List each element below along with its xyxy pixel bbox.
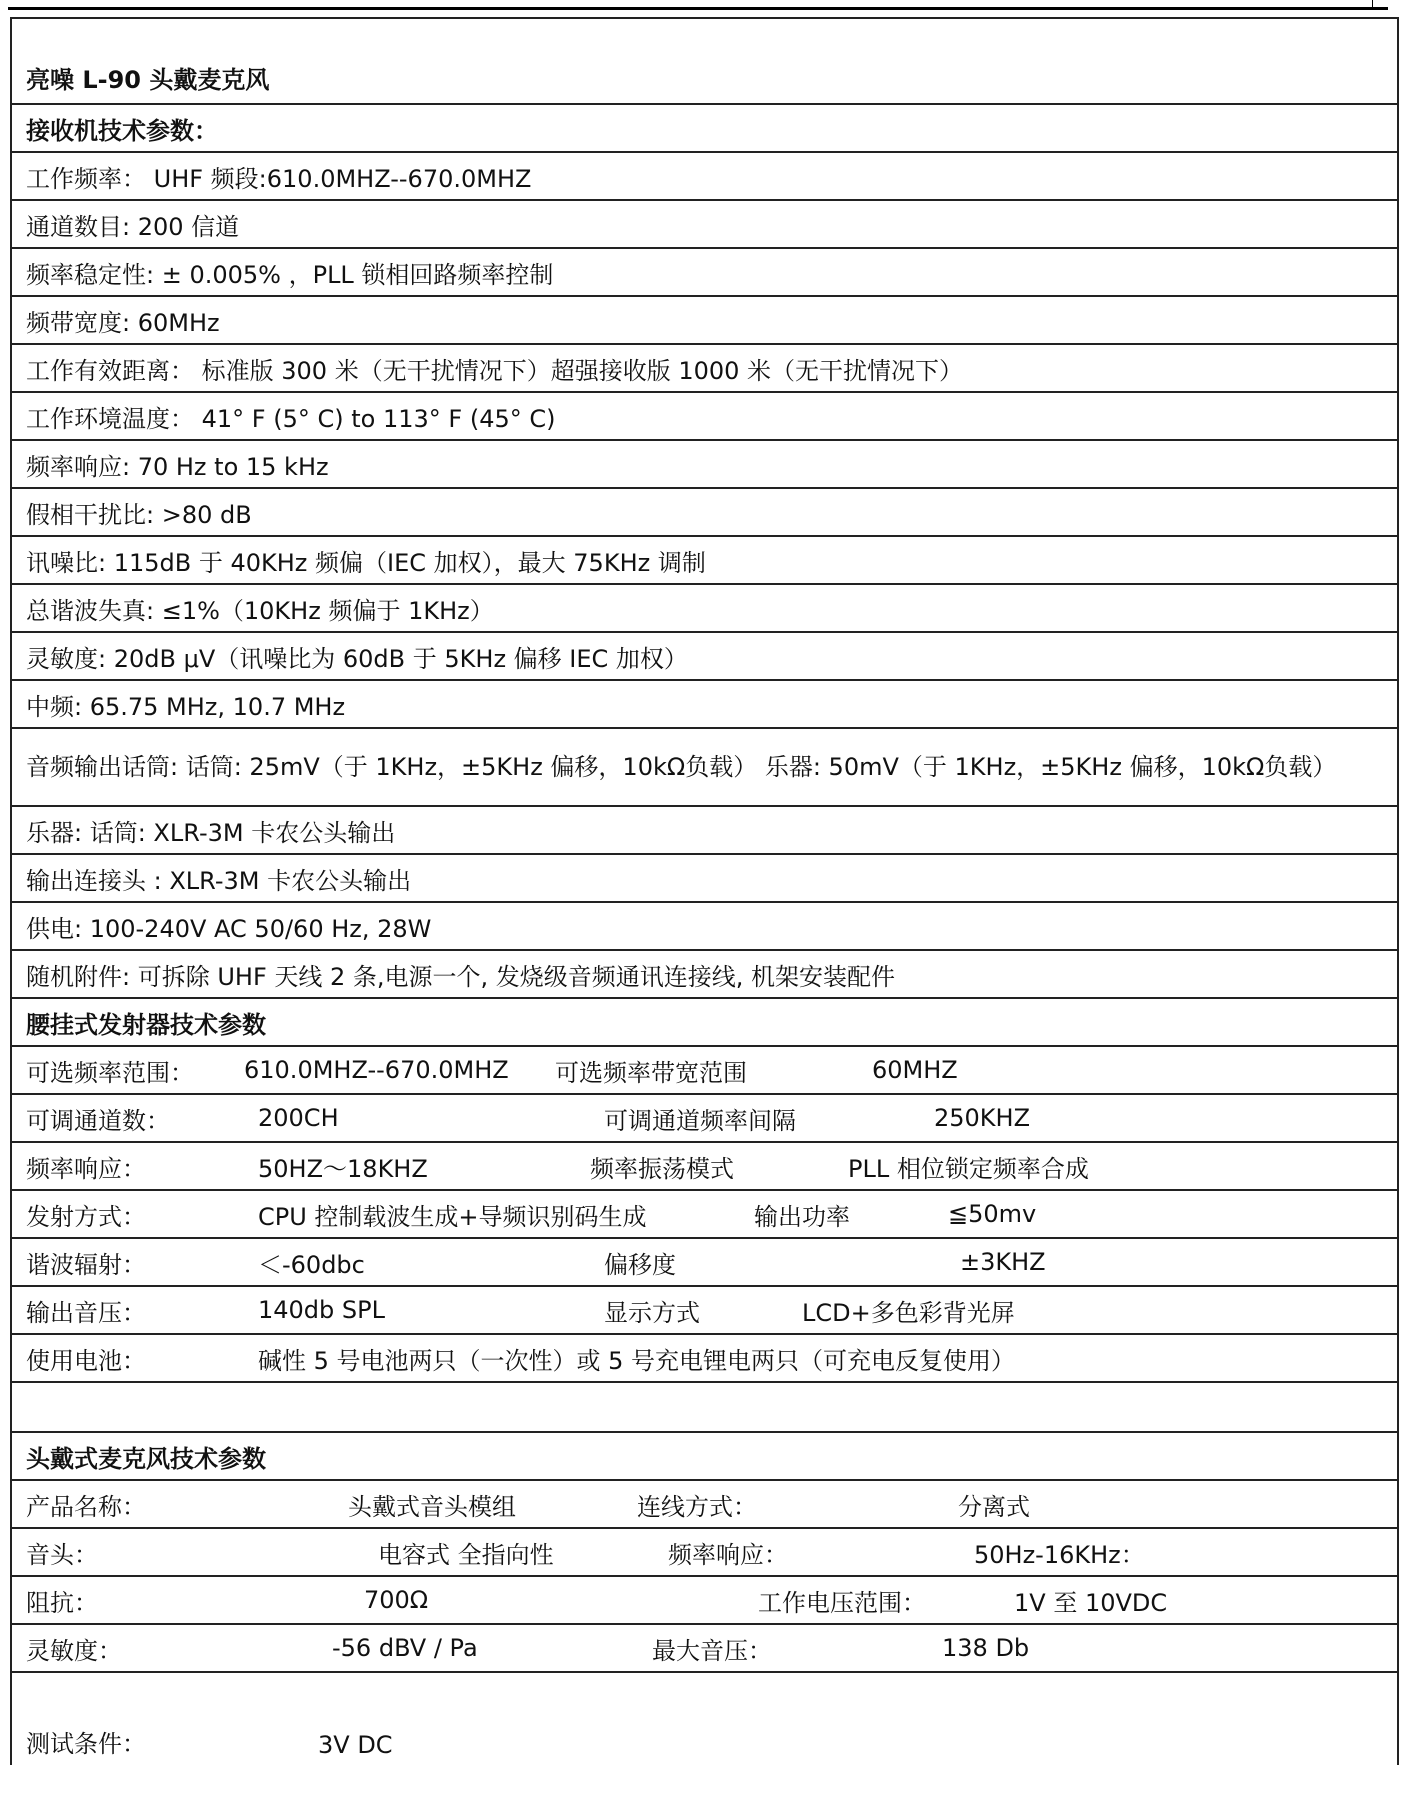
spec-value: 140db SPL bbox=[258, 1296, 385, 1324]
receiver-row: 乐器: 话筒: XLR-3M 卡农公头输出 bbox=[12, 807, 1397, 855]
headset-row bbox=[12, 1577, 1397, 1625]
receiver-heading: 接收机技术参数： bbox=[12, 105, 1397, 153]
spec-value: 610.0MHZ--670.0MHZ bbox=[244, 1056, 509, 1084]
spec-label: 可选频率范围： bbox=[26, 1058, 194, 1087]
spec-value: 250KHZ bbox=[934, 1104, 1031, 1132]
transmitter-row bbox=[12, 1287, 1397, 1335]
spec-label: 工作电压范围： bbox=[758, 1588, 926, 1617]
receiver-row: 随机附件: 可拆除 UHF 天线 2 条,电源一个, 发烧级音频通讯连接线, 机架安装配件 bbox=[12, 951, 1397, 999]
spec-label: 音头： bbox=[26, 1540, 98, 1569]
spec-value: ＜-60dbc bbox=[258, 1250, 365, 1279]
spec-label: 谐波辐射： bbox=[26, 1250, 146, 1279]
spec-label: 产品名称： bbox=[26, 1492, 146, 1521]
receiver-row: 假相干扰比: >80 dB bbox=[12, 489, 1397, 537]
spec-label: 频率振荡模式 bbox=[590, 1154, 734, 1183]
spec-label: 灵敏度： bbox=[26, 1636, 122, 1665]
spec-value: ≦50mv bbox=[948, 1200, 1037, 1228]
transmitter-row bbox=[12, 1239, 1397, 1287]
receiver-row: 灵敏度: 20dB μV（讯噪比为 60dB 于 5KHz 偏移 IEC 加权） bbox=[12, 633, 1397, 681]
blank-row bbox=[12, 1383, 1397, 1433]
spec-label: 频率响应： bbox=[668, 1540, 788, 1569]
top-rule-tick bbox=[1372, 0, 1373, 9]
spec-value: 50Hz-16KHz： bbox=[974, 1540, 1145, 1569]
spec-value: 1V 至 10VDC bbox=[1014, 1588, 1168, 1617]
receiver-row: 工作环境温度： 41° F (5° C) to 113° F (45° C) bbox=[12, 393, 1397, 441]
headset-row bbox=[12, 1481, 1397, 1529]
spec-label: 可选频率带宽范围 bbox=[555, 1058, 747, 1087]
spec-label: 测试条件： bbox=[26, 1730, 146, 1758]
top-rule bbox=[8, 7, 1388, 10]
headset-heading: 头戴式麦克风技术参数 bbox=[12, 1433, 1397, 1481]
document-title: 亮噪 L-90 头戴麦克风 bbox=[12, 19, 1397, 105]
spec-label: 频率响应： bbox=[26, 1154, 146, 1183]
spec-label: 输出音压： bbox=[26, 1298, 146, 1327]
spec-label: 阻抗： bbox=[26, 1588, 98, 1617]
transmitter-row bbox=[12, 1095, 1397, 1143]
spec-label: 发射方式： bbox=[26, 1202, 146, 1231]
spec-value: 200CH bbox=[258, 1104, 339, 1132]
spec-value: 分离式 bbox=[958, 1492, 1030, 1521]
spec-value: 头戴式音头模组 bbox=[348, 1492, 516, 1521]
receiver-row: 频率响应: 70 Hz to 15 kHz bbox=[12, 441, 1397, 489]
receiver-row: 讯噪比: 115dB 于 40KHz 频偏（IEC 加权），最大 75KHz 调制 bbox=[12, 537, 1397, 585]
receiver-row: 输出连接头 : XLR-3M 卡农公头输出 bbox=[12, 855, 1397, 903]
spec-value: 700Ω bbox=[364, 1586, 429, 1614]
transmitter-row bbox=[12, 1191, 1397, 1239]
spec-label: 使用电池： bbox=[26, 1346, 146, 1375]
spec-value: CPU 控制载波生成+导频识别码生成 bbox=[258, 1202, 647, 1231]
receiver-row: 频率稳定性: ± 0.005% ，PLL 锁相回路频率控制 bbox=[12, 249, 1397, 297]
spec-value: 138 Db bbox=[942, 1634, 1030, 1662]
receiver-audio-output-row: 音频输出话筒: 话筒: 25mV（于 1KHz，±5KHz 偏移，10kΩ负载） 乐器: 50mV（于 1KHz，±5KHz 偏移，10kΩ负载） bbox=[12, 729, 1397, 807]
headset-row bbox=[12, 1625, 1397, 1673]
headset-row bbox=[12, 1529, 1397, 1577]
spec-label: 最大音压： bbox=[652, 1636, 772, 1665]
receiver-row: 供电: 100-240V AC 50/60 Hz, 28W bbox=[12, 903, 1397, 951]
receiver-row: 通道数目: 200 信道 bbox=[12, 201, 1397, 249]
receiver-row: 频带宽度: 60MHz bbox=[12, 297, 1397, 345]
spec-label: 输出功率 bbox=[754, 1202, 850, 1231]
spec-label: 连线方式： bbox=[637, 1492, 757, 1521]
spec-label: 显示方式 bbox=[604, 1298, 700, 1327]
receiver-row: 中频: 65.75 MHz, 10.7 MHz bbox=[12, 681, 1397, 729]
spec-sheet bbox=[10, 17, 1399, 1765]
spec-value: 电容式 全指向性 bbox=[378, 1540, 554, 1569]
spec-value: 碱性 5 号电池两只（一次性）或 5 号充电锂电两只（可充电反复使用） bbox=[258, 1346, 1016, 1375]
spec-value: 3V DC bbox=[318, 1731, 393, 1759]
receiver-row: 工作频率： UHF 频段:610.0MHZ--670.0MHZ bbox=[12, 153, 1397, 201]
test-condition-row bbox=[12, 1673, 1397, 1765]
transmitter-row bbox=[12, 1335, 1397, 1383]
transmitter-row bbox=[12, 1047, 1397, 1095]
spec-value: LCD+多色彩背光屏 bbox=[802, 1298, 1015, 1327]
spec-value: -56 dBV / Pa bbox=[332, 1634, 478, 1662]
transmitter-row bbox=[12, 1143, 1397, 1191]
spec-value: 50HZ～18KHZ bbox=[258, 1154, 428, 1183]
spec-value: 60MHZ bbox=[872, 1056, 958, 1084]
spec-value: PLL 相位锁定频率合成 bbox=[848, 1154, 1089, 1183]
receiver-row: 工作有效距离： 标准版 300 米（无干扰情况下）超强接收版 1000 米（无干扰情况下） bbox=[12, 345, 1397, 393]
spec-value: ±3KHZ bbox=[960, 1248, 1046, 1276]
spec-label: 偏移度 bbox=[604, 1250, 676, 1279]
spec-label: 可调通道数： bbox=[26, 1106, 170, 1135]
transmitter-heading: 腰挂式发射器技术参数 bbox=[12, 999, 1397, 1047]
receiver-row: 总谐波失真: ≤1%（10KHz 频偏于 1KHz） bbox=[12, 585, 1397, 633]
spec-label: 可调通道频率间隔 bbox=[604, 1106, 796, 1135]
